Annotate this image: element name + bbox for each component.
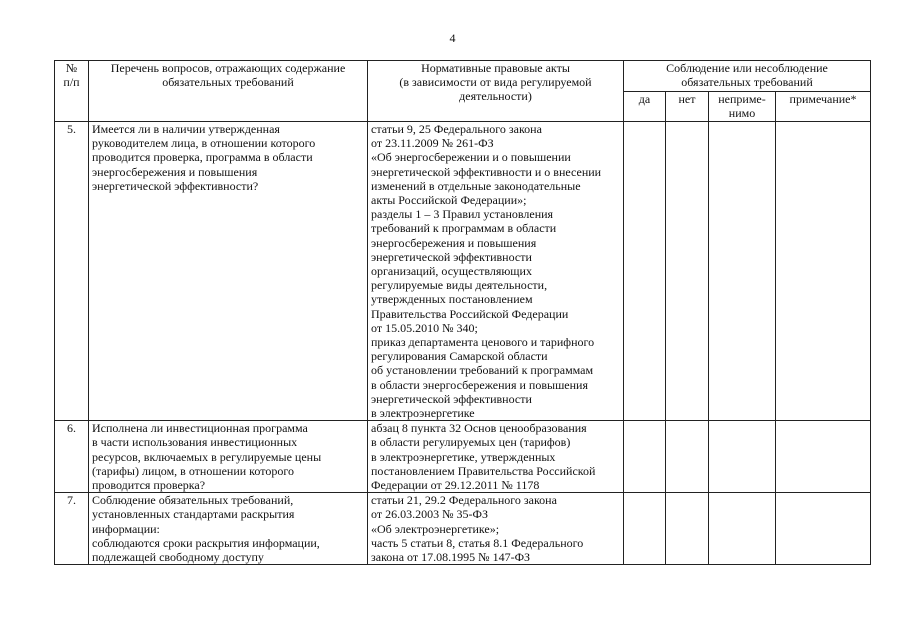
row-number: 5. bbox=[55, 122, 89, 421]
header-yes: да bbox=[624, 92, 666, 122]
cell-not-applicable[interactable] bbox=[709, 122, 776, 421]
row-question: Соблюдение обязательных требований, установленных стандартами раскрытия информации: соблюдаются сроки раскрытия информации, подлежащей свободному доступу bbox=[89, 493, 368, 565]
header-legal-acts: Нормативные правовые акты (в зависимости от вида регулируемой деятельности) bbox=[368, 61, 624, 122]
header-number: № п/п bbox=[55, 61, 89, 122]
header-compliance-group: Соблюдение или несоблюдение обязательных требований bbox=[624, 61, 871, 92]
row-question: Имеется ли в наличии утвержденная руководителем лица, в отношении которого проводится проверка, программа в области энергосбережения и повышения энергетической эффективности? bbox=[89, 122, 368, 421]
cell-note[interactable] bbox=[776, 122, 871, 421]
table-row bbox=[55, 493, 871, 565]
header-no: нет bbox=[666, 92, 709, 122]
header-questions: Перечень вопросов, отражающих содержание обязательных требований bbox=[89, 61, 368, 122]
header-note: примечание* bbox=[776, 92, 871, 122]
row-legal-acts: абзац 8 пункта 32 Основ ценообразования в области регулируемых цен (тарифов) в электроэнергетике, утвержденных постановлением Правительства Российской Федерации от 29.12.2011 № 1178 bbox=[368, 421, 624, 493]
row-number: 6. bbox=[55, 421, 89, 493]
cell-no[interactable] bbox=[666, 421, 709, 493]
cell-no[interactable] bbox=[666, 122, 709, 421]
row-legal-acts: статьи 9, 25 Федерального закона от 23.11.2009 № 261-ФЗ «Об энергосбережении и о повышении энергетической эффективности и о внесении изменений в отдельные законодательные акты Российской Федерации»; разделы 1 – 3 Правил установления требований к программам в области энергосбережения и повышения энергетической эффективности организаций, осуществляющих регулируемые виды деятельности, утвержденных постановлением Правительства Российской Федерации от 15.05.2010 № 340; приказ департамента ценового и тарифного регулирования Самарской области об установлении требований к программам в области энергосбережения и повышения энергетической эффективности в электроэнергетике bbox=[368, 122, 624, 421]
cell-yes[interactable] bbox=[624, 421, 666, 493]
page-number: 4 bbox=[449, 31, 456, 45]
row-number: 7. bbox=[55, 493, 89, 565]
cell-note[interactable] bbox=[776, 493, 871, 565]
cell-not-applicable[interactable] bbox=[709, 493, 776, 565]
row-question: Исполнена ли инвестиционная программа в части использования инвестиционных ресурсов, включаемых в регулируемые цены (тарифы) лицом, в отношении которого проводится проверка? bbox=[89, 421, 368, 493]
cell-yes[interactable] bbox=[624, 493, 666, 565]
table-row bbox=[55, 421, 871, 493]
cell-not-applicable[interactable] bbox=[709, 421, 776, 493]
table-row bbox=[55, 122, 871, 421]
cell-no[interactable] bbox=[666, 493, 709, 565]
checklist-table bbox=[54, 60, 871, 565]
header-not-applicable: неприме- нимо bbox=[709, 92, 776, 122]
cell-yes[interactable] bbox=[624, 122, 666, 421]
cell-note[interactable] bbox=[776, 421, 871, 493]
row-legal-acts: статьи 21, 29.2 Федерального закона от 26.03.2003 № 35-ФЗ «Об электроэнергетике»; часть 5 статьи 8, статья 8.1 Федерального закона от 17.08.1995 № 147-ФЗ bbox=[368, 493, 624, 565]
